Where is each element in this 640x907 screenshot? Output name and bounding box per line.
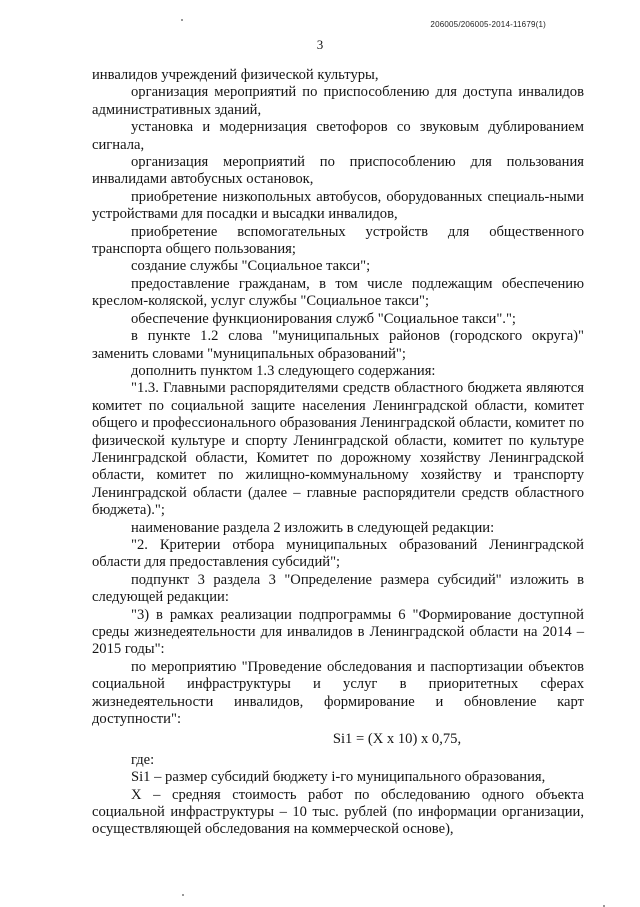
paragraph: инвалидов учреждений физической культуры, (92, 67, 379, 83)
scan-speck (182, 894, 184, 896)
paragraph: где: (131, 751, 155, 768)
scan-speck (181, 19, 183, 21)
paragraph: организация мероприятий по приспособлению для доступа инвалидов административных зданий, (92, 84, 584, 118)
page-number: 3 (316, 37, 324, 52)
paragraph: установка и модернизация светофоров со звуковым дублированием сигнала, (92, 119, 584, 153)
paragraph: подпункт 3 раздела 3 "Определение размера субсидий" изложить в следующей редакции: (92, 571, 584, 606)
paragraph: приобретение низкопольных автобусов, оборудованных специаль-ными устройствами для посадки и высадки инвалидов, (92, 188, 584, 223)
paragraph: обеспечение функционирования служб "Социальное такси"."; (131, 310, 516, 327)
paragraph: "3) в рамках реализации подпрограммы 6 "Формирование доступной среды жизнедеятельности для инвалидов в Ленинградской области на 2014 – 2015 годы": (92, 606, 584, 658)
paragraph: наименование раздела 2 изложить в следующей редакции: (131, 519, 495, 536)
paragraph: создание службы "Социальное такси"; (131, 258, 371, 275)
paragraph: дополнить пунктом 1.3 следующего содержания: (131, 362, 436, 379)
paragraph: "2. Критерии отбора муниципальных образований Ленинградской области для предоставления субсидий"; (92, 536, 584, 571)
paragraph: Si1 – размер субсидий бюджету i-го муниципального образования, (131, 769, 546, 786)
paragraph: по мероприятию "Проведение обследования и паспортизации объектов социальной инфраструктуры и услуг в приоритетных сферах жизнедеятельности инвалидов, формирование и обновление карт доступности": (92, 658, 584, 728)
paragraph: в пункте 1.2 слова "муниципальных районов (городского округа)" заменить словами "муниципальных образований"; (92, 328, 584, 362)
document-id: 206005/206005-2014-11679(1) (430, 20, 546, 29)
paragraph: приобретение вспомогательных устройств для общественного транспорта общего пользования; (92, 223, 584, 258)
paragraph: X – средняя стоимость работ по обследованию одного объекта социальной инфраструктуры – 10 тыс. рублей (по информации организации, осуществляющей обследования на коммерческой основе), (92, 786, 584, 838)
document-body (92, 67, 584, 839)
paragraphs-after-formula (92, 752, 584, 839)
paragraphs-before-formula (92, 67, 584, 728)
paragraph: организация мероприятий по приспособлению для пользования инвалидами автобусных остановок, (92, 154, 584, 188)
formula: Si1 = (X x 10) x 0,75, (332, 731, 462, 748)
paragraph: "1.3. Главными распорядителями средств областного бюджета являются комитет по социальной защите населения Ленинградской области, комитет общего и профессионального образования Ленинградской области, комитет по физической культуре и спорту Ленинградской области, комитет по культуре Ленинградской области, Комитет по дорожному хозяйству Ленинградской области, комитет по жилищно-коммунальному хозяйству и транспорту Ленинградской области (далее – главные распорядители средств областного бюджета)."; (92, 380, 584, 519)
paragraph: предоставление гражданам, в том числе подлежащим обеспечению креслом-коляской, услуг службы "Социальное такси"; (92, 275, 584, 310)
